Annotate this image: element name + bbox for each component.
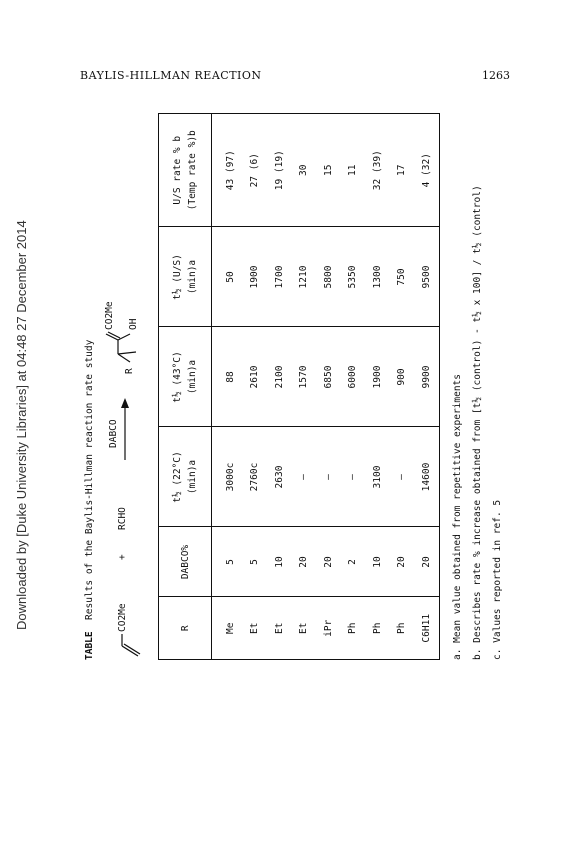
cell-r: Ph [390, 597, 415, 659]
cell-t43: 2100 [267, 327, 292, 427]
reactant-ester-label: CO2Me [117, 603, 128, 632]
cell-rate: 4 (32) [420, 153, 432, 188]
header-tus: t½ (U/S) (min)a [159, 227, 212, 327]
cell-tus: 9500 [414, 227, 439, 327]
cell-rate: 19 (19) [273, 150, 285, 191]
cell-r: C6H11 [414, 597, 439, 659]
cell-t22: — [341, 427, 366, 527]
cell-dabco: 20 [390, 527, 415, 597]
cell-dabco: 5 [212, 527, 243, 597]
cell-t43: 1570 [292, 327, 317, 427]
cell-r: Et [292, 597, 317, 659]
cell-t43: 1900 [365, 327, 390, 427]
cell-dabco: 20 [316, 527, 341, 597]
cell-tus: 50 [212, 227, 243, 327]
cell-tus: 1210 [292, 227, 317, 327]
cell-dabco: 2 [341, 527, 366, 597]
caption-text: Results of the Baylis-Hillman reaction rate study [84, 339, 95, 620]
page-number: 1263 [482, 69, 510, 82]
cell-rate: 15 [322, 164, 334, 176]
table-row [316, 114, 341, 659]
catalyst-label: DABCO [108, 419, 119, 448]
table-body [212, 114, 439, 659]
plus-sign: + [117, 554, 128, 560]
header-r: R [159, 597, 212, 659]
footnote-b: b. Describes rate % increase obtained from [t½ (control) - t½ x 100] / t½ (control) [472, 185, 483, 660]
results-table [158, 113, 440, 660]
reaction-scheme [100, 100, 155, 660]
running-title: BAYLIS-HILLMAN REACTION [80, 69, 262, 82]
caption-label: TABLE [84, 631, 95, 660]
product-r-label: R [124, 368, 135, 374]
header-t22: t½ (22°C) (min)a [159, 427, 212, 527]
cell-t22: 2760c [243, 427, 268, 527]
cell-t43: 6000 [341, 327, 366, 427]
footnote-c: c. Values reported in ref. 5 [492, 499, 503, 660]
cell-t22: 2630 [267, 427, 292, 527]
cell-t22: 3000c [212, 427, 243, 527]
cell-t43: 900 [390, 327, 415, 427]
header-t43: t½ (43°C) (min)a [159, 327, 212, 427]
table-row [365, 114, 390, 659]
product-oh-label: OH [128, 318, 139, 330]
table-caption [84, 340, 95, 660]
cell-r: Et [267, 597, 292, 659]
rotated-table-page [72, 115, 512, 660]
cell-t22: — [316, 427, 341, 527]
cell-r: Me [212, 597, 243, 659]
download-watermark: Downloaded by [Duke University Libraries] at 04:48 27 December 2014 [14, 220, 29, 630]
cell-tus: 1900 [243, 227, 268, 327]
cell-dabco: 5 [243, 527, 268, 597]
cell-t22: 3100 [365, 427, 390, 527]
cell-dabco: 10 [267, 527, 292, 597]
cell-tus: 1300 [365, 227, 390, 327]
cell-tus: 5800 [316, 227, 341, 327]
cell-t22: 14600 [414, 427, 439, 527]
cell-t22: — [390, 427, 415, 527]
cell-r: iPr [316, 597, 341, 659]
header-dabco: DABCO% [159, 527, 212, 597]
aldehyde-label: RCHO [117, 507, 128, 530]
cell-t43: 9900 [414, 327, 439, 427]
cell-dabco: 20 [292, 527, 317, 597]
cell-rate: 27 (6) [249, 153, 261, 188]
cell-tus: 1700 [267, 227, 292, 327]
footnote-a: a. Mean value obtained from repetitive experiments [452, 374, 463, 660]
cell-rate: 32 (39) [371, 150, 383, 191]
cell-dabco: 20 [414, 527, 439, 597]
cell-tus: 5350 [341, 227, 366, 327]
table-header-row [159, 114, 212, 659]
header-rate: U/S rate % b (Temp rate %)b [159, 114, 212, 227]
cell-r: Et [243, 597, 268, 659]
cell-rate: 30 [298, 164, 310, 176]
table-row [267, 114, 292, 659]
product-ester-label: CO2Me [104, 301, 115, 330]
table-row [414, 114, 439, 659]
cell-t22: — [292, 427, 317, 527]
table-row [292, 114, 317, 659]
cell-dabco: 10 [365, 527, 390, 597]
table-row [212, 114, 243, 659]
cell-rate: 43 (97) [224, 150, 236, 191]
cell-tus: 750 [390, 227, 415, 327]
cell-rate: 11 [347, 164, 359, 176]
cell-t43: 2610 [243, 327, 268, 427]
table-row [390, 114, 415, 659]
table-row [243, 114, 268, 659]
cell-t43: 88 [212, 327, 243, 427]
cell-r: Ph [341, 597, 366, 659]
table-row [341, 114, 366, 659]
cell-t43: 6850 [316, 327, 341, 427]
cell-rate: 17 [396, 164, 408, 176]
cell-r: Ph [365, 597, 390, 659]
